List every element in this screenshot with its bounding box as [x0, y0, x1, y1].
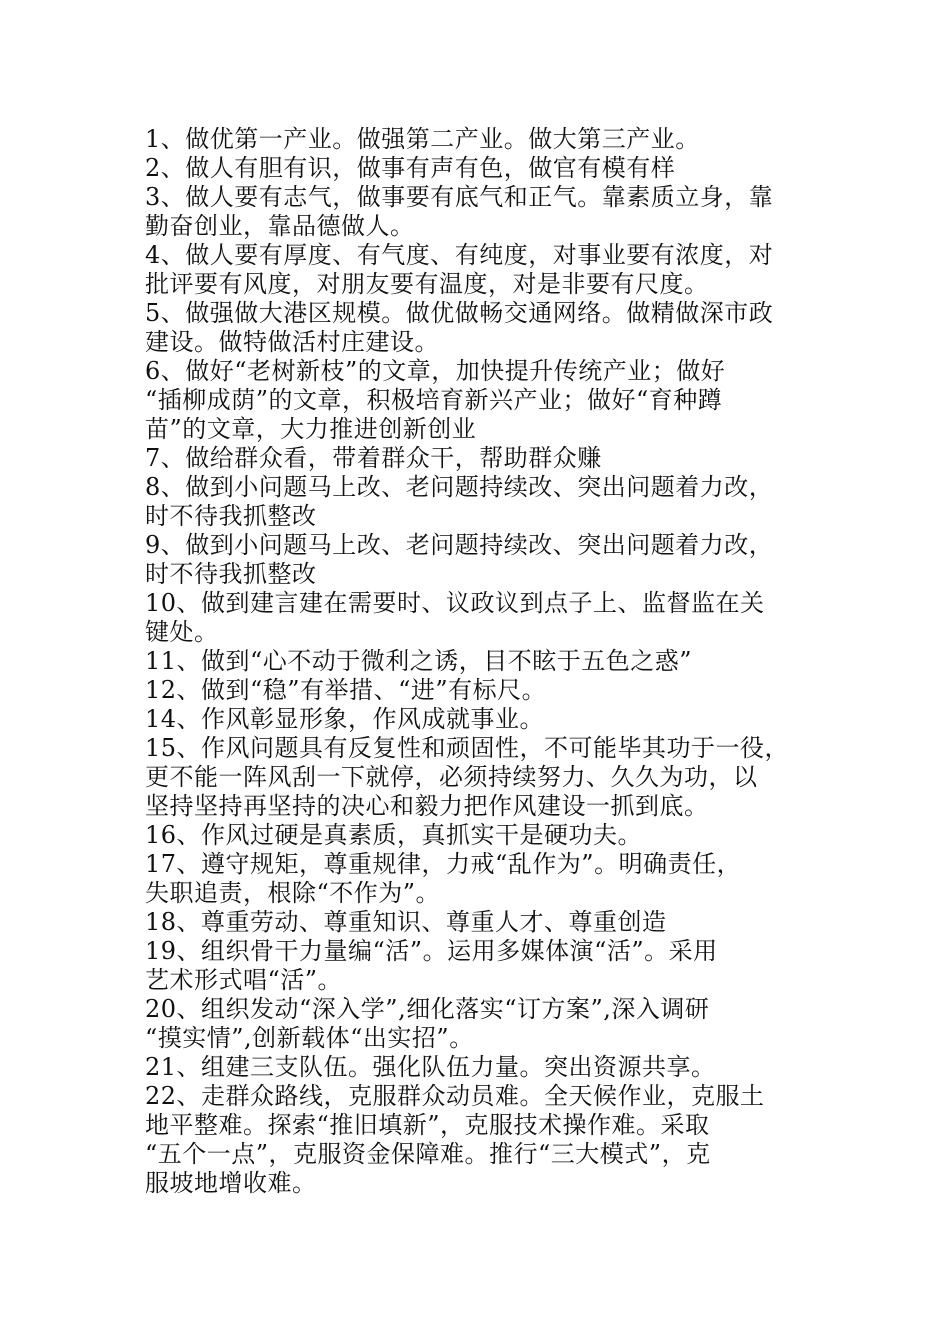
text-line: 勤奋创业，靠品德做人。	[145, 212, 415, 240]
text-line: 14、作风彰显形象，作风成就事业。	[145, 705, 545, 733]
document-body	[145, 125, 815, 1198]
text-line: 12、做到“稳”有举措、“进”有标尺。	[145, 676, 547, 704]
text-line: 4、做人要有厚度、有气度、有纯度，对事业要有浓度，对	[145, 241, 774, 269]
text-line: 苗”的文章，大力推进创新创业	[145, 415, 477, 443]
text-line: 批评要有风度，对朋友要有温度，对是非要有尺度。	[145, 270, 709, 298]
text-line: “五个一点”，克服资金保障难。推行“三大模式”，克	[145, 1140, 711, 1168]
text-line: 时不待我抓整改	[145, 560, 317, 588]
text-line: 22、走群众路线，克服群众动员难。全天候作业，克服土	[145, 1082, 765, 1110]
text-line: 17、遵守规矩，尊重规律，力戒“乱作为”。明确责任，	[145, 850, 742, 878]
text-line: 时不待我抓整改	[145, 502, 317, 530]
text-line: 16、作风过硬是真素质，真抓实干是硬功夫。	[145, 821, 643, 849]
text-line: 坚持坚持再坚持的决心和毅力把作风建设一抓到底。	[145, 792, 709, 820]
text-line: 3、做人要有志气，做事要有底气和正气。靠素质立身，靠	[145, 183, 774, 211]
text-line: 7、做给群众看，带着群众干，帮助群众赚	[145, 444, 602, 472]
text-line: 艺术形式唱“活”。	[145, 966, 343, 994]
text-line: 建设。做特做活村庄建设。	[145, 328, 439, 356]
text-line: 服坡地增收难。	[145, 1169, 317, 1197]
text-line: 8、做到小问题马上改、老问题持续改、突出问题着力改，	[145, 473, 774, 501]
text-line: “摸实情”,创新载体“出实招”。	[145, 1024, 474, 1052]
text-line: 失职追责，根除“不作为”。	[145, 879, 441, 907]
text-line: 更不能一阵风刮一下就停，必须持续努力、久久为功，以	[145, 763, 758, 791]
text-line: 10、做到建言建在需要时、议政议到点子上、监督监在关	[145, 589, 765, 617]
text-line: 1、做优第一产业。做强第二产业。做大第三产业。	[145, 125, 700, 153]
text-line: “插柳成荫”的文章，积极培育新兴产业；做好“育种蹲	[145, 386, 723, 414]
text-line: 20、组织发动“深入学”,细化落实“订方案”,深入调研	[145, 995, 710, 1023]
text-line: 2、做人有胆有识，做事有声有色，做官有模有样	[145, 154, 676, 182]
text-line: 18、尊重劳动、尊重知识、尊重人才、尊重创造	[145, 908, 667, 936]
text-line: 9、做到小问题马上改、老问题持续改、突出问题着力改，	[145, 531, 774, 559]
text-line: 19、组织骨干力量编“活”。运用多媒体演“活”。采用	[145, 937, 718, 965]
text-line: 11、做到“心不动于微利之诱，目不眩于五色之惑”	[145, 647, 693, 675]
text-line: 5、做强做大港区规模。做优做畅交通网络。做精做深市政	[145, 299, 774, 327]
text-line: 15、作风问题具有反复性和顽固性，不可能毕其功于一役，	[145, 734, 790, 762]
text-line: 键处。	[145, 618, 219, 646]
text-line: 6、做好“老树新枝”的文章，加快提升传统产业；做好	[145, 357, 726, 385]
text-line: 21、组建三支队伍。强化队伍力量。突出资源共享。	[145, 1053, 716, 1081]
text-line: 地平整难。探索“推旧填新”，克服技术操作难。采取	[145, 1111, 710, 1139]
